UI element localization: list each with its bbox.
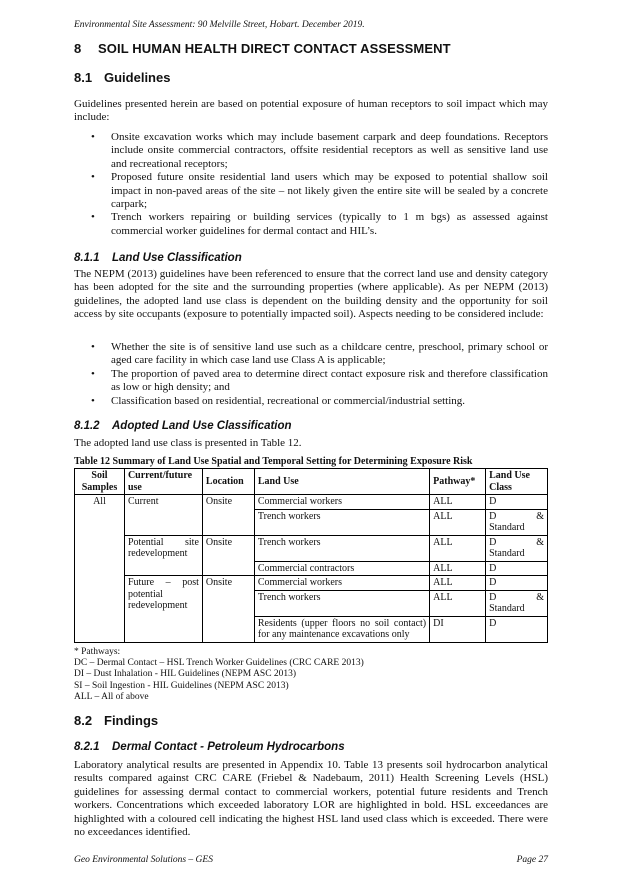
- running-footer: [74, 855, 548, 865]
- table-row: [75, 535, 548, 561]
- section-number: 8.1: [74, 70, 93, 85]
- table-cell: Onsite: [202, 535, 254, 576]
- list-item: • Classification based on residential, recreational or commercial/industrial setting.: [74, 395, 548, 408]
- note-line: * Pathways:: [74, 647, 121, 657]
- section-title: SOIL HUMAN HEALTH DIRECT CONTACT ASSESSMENT: [98, 41, 451, 56]
- table-cell: Future – post potential redevelopment: [124, 576, 202, 643]
- section-number: 8: [74, 41, 82, 56]
- column-header: Current/future use: [124, 469, 202, 495]
- table-cell: ALL: [430, 495, 486, 510]
- table-cell: D: [486, 495, 548, 510]
- table-cell: ALL: [430, 590, 486, 616]
- guidelines-list: [74, 131, 548, 238]
- section-8-heading: [74, 41, 451, 56]
- land-use-list: [74, 341, 548, 408]
- section-8-2-heading: [74, 713, 158, 728]
- table-header-row: [75, 469, 548, 495]
- section-8-2-1-heading: [74, 741, 345, 753]
- table-cell: Trench workers: [254, 590, 429, 616]
- table-cell: Commercial workers: [254, 495, 429, 510]
- table-cell: Onsite: [202, 495, 254, 536]
- running-header: Environmental Site Assessment: 90 Melville Street, Hobart. December 2019.: [74, 20, 365, 30]
- table-notes: [74, 647, 548, 703]
- section-8-1-heading: [74, 70, 170, 85]
- table-cell: Trench workers: [254, 509, 429, 535]
- list-item: • The proportion of paved area to determine direct contact exposure risk and therefore classification as low or high density; and: [74, 368, 548, 395]
- section-title: Dermal Contact - Petroleum Hydrocarbons: [112, 741, 345, 753]
- section-8-1-2-heading: [74, 420, 292, 432]
- table-cell: DI: [430, 616, 486, 642]
- land-use-table: [74, 468, 548, 643]
- column-header: Land Use Class: [486, 469, 548, 495]
- table-row: [75, 576, 548, 591]
- table-cell: Onsite: [202, 576, 254, 643]
- note-line: ALL – All of above: [74, 691, 149, 702]
- section-number: 8.1.1: [74, 252, 100, 264]
- table-cell: Residents (upper floors no soil contact) for any maintenance excavations only: [254, 616, 429, 642]
- section-number: 8.2: [74, 713, 93, 728]
- note-line: DC – Dermal Contact – HSL Trench Worker Guidelines (CRC CARE 2013): [74, 658, 364, 669]
- table-cell: Trench workers: [254, 535, 429, 561]
- table-cell: ALL: [430, 509, 486, 535]
- dermal-contact-text: Laboratory analytical results are presented in Appendix 10. Table 13 presents soil hydrocarbon analytical results compared against CRC CARE (Friebel & Nadebaum, 2011) Health Screening Levels (HSL) guidelines for assessing dermal contact to commercial workers, potential future residents and Trench workers. Concentrations which exceeded laboratory LOR are highlighted in bold. HSL exceedances are highlighted with a coloured cell indicating the highest HSL land used class which is exceeded. There were no exceedances identified.: [74, 759, 548, 839]
- list-item: • Whether the site is of sensitive land use such as a childcare centre, preschool, primary school or aged care facility in which case land use Class A is applicable;: [74, 341, 548, 368]
- table-cell: All: [75, 495, 125, 643]
- list-item: • Onsite excavation works which may include basement carpark and deep foundations. Receptors include onsite commercial contractors, offsite residential receptors as well as sensitive land use and recreational receptors;: [74, 131, 548, 171]
- table-cell: D & Standard: [486, 590, 548, 616]
- footer-org: Geo Environmental Solutions – GES: [74, 855, 213, 865]
- adopted-land-use-text: The adopted land use class is presented in Table 12.: [74, 437, 302, 449]
- land-use-text: The NEPM (2013) guidelines have been referenced to ensure that the correct land use and density category has been adopted for the site and the surrounding properties (where applicable). As per NEPM (2013) guidelines, the adopted land use class is dependent on the building density and the opportunity for soil access by site occupants (exposure to potentially impacted soil). Aspects needing to be considered include:: [74, 268, 548, 321]
- table-cell: D & Standard: [486, 535, 548, 561]
- list-item: • Trench workers repairing or building services (typically to 1 m bgs) as assessed against commercial worker guidelines for dermal contact and HIL’s.: [74, 211, 548, 238]
- list-item: • Proposed future onsite residential land users which may be exposed to potential shallow soil impact in non-paved areas of the site – not likely given the entire site will be sealed by a concrete carpark;: [74, 171, 548, 211]
- table-cell: D: [486, 616, 548, 642]
- section-title: Guidelines: [104, 70, 171, 85]
- column-header: Land Use: [254, 469, 429, 495]
- column-header: Pathway*: [430, 469, 486, 495]
- table-cell: Commercial contractors: [254, 561, 429, 576]
- note-line: DI – Dust Inhalation - HIL Guidelines (NEPM ASC 2013): [74, 669, 297, 680]
- section-8-1-1-heading: [74, 252, 242, 264]
- table-caption: Table 12 Summary of Land Use Spatial and Temporal Setting for Determining Exposure Risk: [74, 456, 473, 467]
- page-number: Page 27: [516, 855, 548, 865]
- table-cell: Potential site redevelopment: [124, 535, 202, 576]
- table-cell: ALL: [430, 576, 486, 591]
- table-cell: D: [486, 576, 548, 591]
- table-cell: ALL: [430, 535, 486, 561]
- table-cell: ALL: [430, 561, 486, 576]
- table-cell: D & Standard: [486, 509, 548, 535]
- column-header: Location: [202, 469, 254, 495]
- table-cell: D: [486, 561, 548, 576]
- table-cell: Current: [124, 495, 202, 536]
- section-number: 8.1.2: [74, 420, 100, 432]
- section-title: Findings: [104, 713, 159, 728]
- section-number: 8.2.1: [74, 741, 100, 753]
- section-title: Adopted Land Use Classification: [112, 420, 292, 432]
- note-line: SI – Soil Ingestion - HIL Guidelines (NEPM ASC 2013): [74, 680, 289, 691]
- guidelines-intro: Guidelines presented herein are based on potential exposure of human receptors to soil impact which may include:: [74, 98, 548, 124]
- column-header: Soil Samples: [75, 469, 125, 495]
- land-use-table-wrap: [74, 468, 548, 643]
- table-row: [75, 495, 548, 510]
- section-title: Land Use Classification: [112, 252, 242, 264]
- table-cell: Commercial workers: [254, 576, 429, 591]
